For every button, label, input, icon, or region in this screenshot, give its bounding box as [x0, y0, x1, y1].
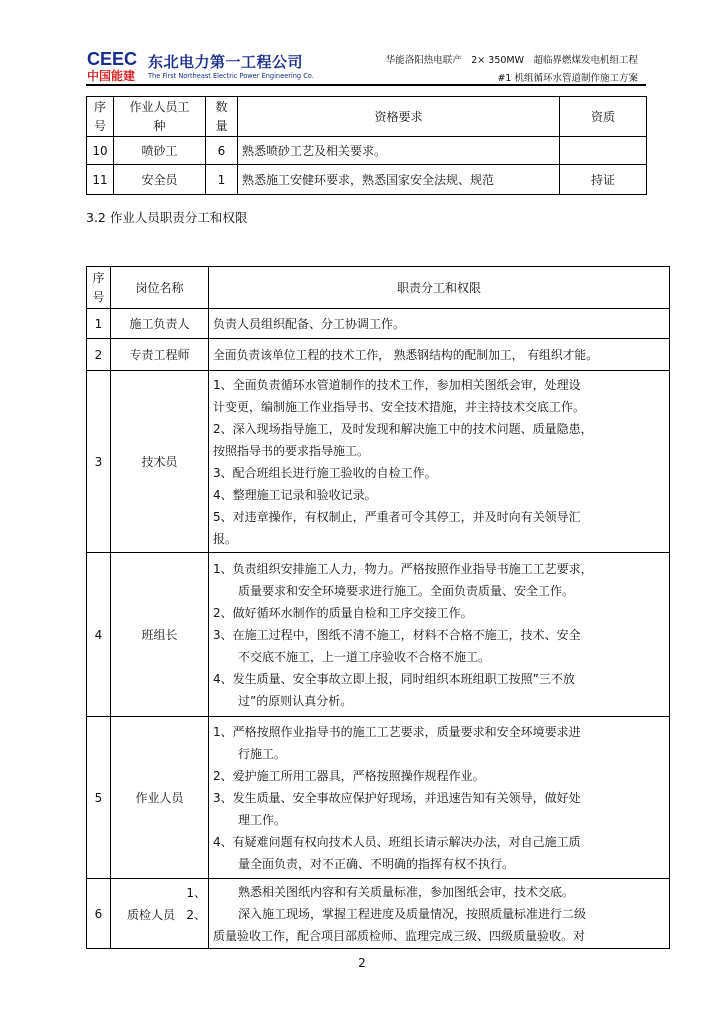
- role-duties: 熟悉相关图纸内容和有关质量标准，参加图纸会审，技术交底。 深入施工现场，掌握工程进度及质量情况，按照质量标准进行二级 质量验收工作，配合项目部质检师、监理完成三级、四级质量验收。对: [209, 879, 670, 949]
- responsibilities-table: [86, 266, 670, 949]
- row-number: 1: [87, 309, 111, 339]
- row-number: 6: [87, 879, 111, 949]
- table-row: [87, 309, 670, 339]
- header-role: 岗位名称: [111, 267, 209, 309]
- header-quantity: 数 量: [206, 97, 238, 137]
- worker-requirement: 熟悉喷砂工艺及相关要求。: [238, 137, 560, 165]
- role-duties: 1、全面负责循环水管道制作的技术工作，参加相关图纸会审，处理设 计变更，编制施工作业指导书、安全技术措施，并主持技术交底工作。 2、深入现场指导施工，及时发现和解决施工中的技术问题、质量隐患， 按照指导书的要求指导施工。 3、配合班组长进行施工验收的自检工作。 4、整理施工记录和验收记录。 5、对违章操作，有权制止，严重者可令其停工，并及时向有关领导汇 报。: [209, 371, 670, 553]
- company-name-cn: 东北电力第一工程公司: [148, 53, 304, 71]
- table-row: [87, 371, 670, 553]
- worker-certification: [560, 137, 647, 165]
- worker-quantity: 1: [206, 165, 238, 195]
- table-row: [87, 553, 670, 717]
- duty-marker: 1、: [186, 886, 206, 900]
- qualification-table: [86, 96, 647, 195]
- row-number: 11: [87, 165, 114, 195]
- row-number: 10: [87, 137, 114, 165]
- role-name: 施工负责人: [111, 309, 209, 339]
- company-logo-icon: [86, 48, 148, 82]
- worker-type: 喷砂工: [114, 137, 206, 165]
- table-header-row: [87, 97, 647, 137]
- page-header: [0, 0, 724, 92]
- role-duties: 全面负责该单位工程的技术工作， 熟悉钢结构的配制加工， 有组织才能。: [209, 339, 670, 371]
- header-seq: 序 号: [87, 97, 114, 137]
- project-title: 华能洛阳热电联产 2× 350MW 超临界燃煤发电机组工程: [385, 55, 638, 66]
- header-certification: 资质: [560, 97, 647, 137]
- header-seq: 序 号: [87, 267, 111, 309]
- header-divider: [86, 84, 646, 86]
- worker-certification: 持证: [560, 165, 647, 195]
- role-name: 班组长: [111, 553, 209, 717]
- table-row: [87, 165, 647, 195]
- table-row: [87, 879, 670, 949]
- worker-requirement: 熟悉施工安健环要求，熟悉国家安全法规、规范: [238, 165, 560, 195]
- header-worker-type: 作业人员工 种: [114, 97, 206, 137]
- table-header-row: [87, 267, 670, 309]
- section-title: 3.2 作业人员职责分工和权限: [86, 210, 248, 225]
- row-number: 2: [87, 339, 111, 371]
- company-name-en: The First Northeast Electric Power Engineering Co.: [148, 72, 314, 80]
- worker-type: 安全员: [114, 165, 206, 195]
- row-number: 4: [87, 553, 111, 717]
- row-number: 3: [87, 371, 111, 553]
- table-row: [87, 717, 670, 879]
- role-name: 专责工程师: [111, 339, 209, 371]
- role-name: 作业人员: [111, 717, 209, 879]
- role-name: 技术员: [111, 371, 209, 553]
- svg-text:中国能建: 中国能建: [87, 69, 136, 82]
- document-title: #1 机组循环水管道制作施工方案: [497, 73, 638, 84]
- role-cell: [111, 879, 209, 949]
- role-duties: 1、严格按照作业指导书的施工工艺要求，质量要求和安全环境要求进 行施工。 2、爱护施工所用工器具，严格按照操作规程作业。 3、发生质量、安全事故应保护好现场，并迅速告知有关领导，做好处 理工作。 4、有疑难问题有权向技术人员、班组长请示解决办法，对自己施工质 量全面负责，对不正确、不明确的指挥有权不执行。: [209, 717, 670, 879]
- duty-marker: 2、: [186, 908, 206, 922]
- worker-quantity: 6: [206, 137, 238, 165]
- svg-text:CEEC: CEEC: [87, 49, 138, 69]
- role-duties: 负责人员组织配备、分工协调工作。: [209, 309, 670, 339]
- table-row: [87, 137, 647, 165]
- page-number: 2: [358, 956, 366, 970]
- role-name: 质检人员: [127, 908, 176, 922]
- table-row: [87, 339, 670, 371]
- header-duties: 职责分工和权限: [209, 267, 670, 309]
- header-requirements: 资格要求: [238, 97, 560, 137]
- role-duties: 1、负责组织安排施工人力，物力。严格按照作业指导书施工工艺要求， 质量要求和安全环境要求进行施工。全面负责质量、安全工作。 2、做好循环水制作的质量自检和工序交接工作。 3、在施工过程中，图纸不清不施工，材料不合格不施工，技术、安全 不交底不施工，上一道工序验收不合格不施工。 4、发生质量、安全事故立即上报，同时组织本班组职工按照”三不放 过”的原则认真分析。: [209, 553, 670, 717]
- row-number: 5: [87, 717, 111, 879]
